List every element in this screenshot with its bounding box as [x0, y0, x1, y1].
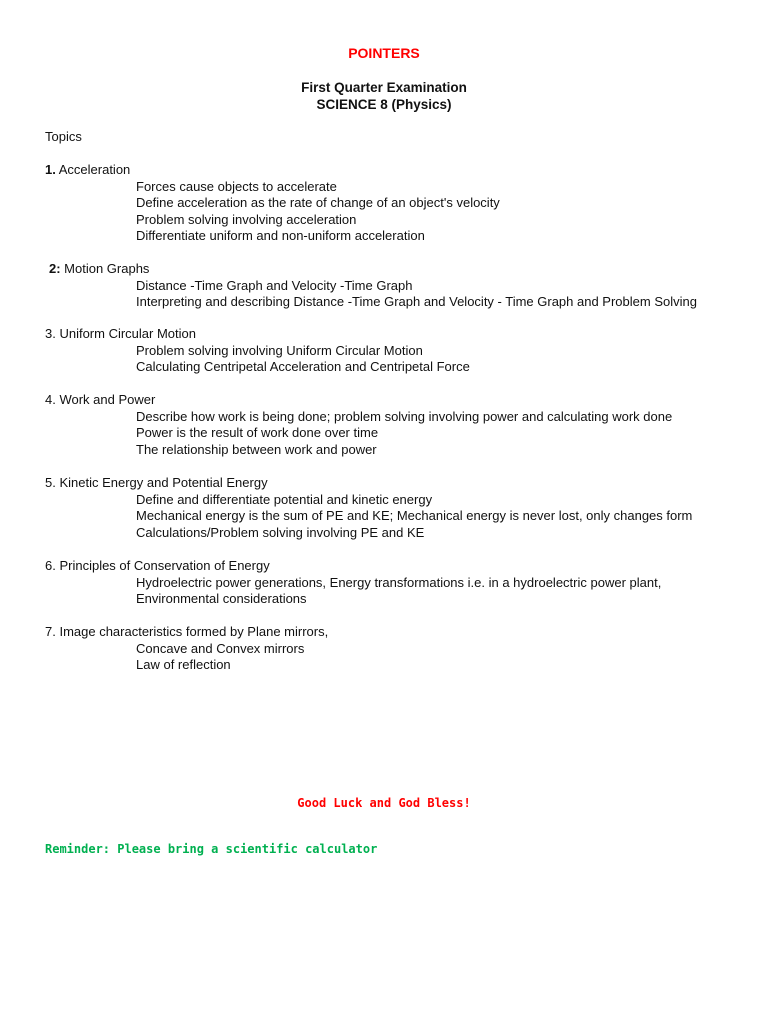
exam-title: First Quarter Examination — [301, 80, 467, 95]
topic-heading — [49, 261, 749, 278]
topic-subitem: Define and differentiate potential and kinetic energy — [136, 491, 433, 507]
topic-subitem: Describe how work is being done; problem solving involving power and calculating work done — [136, 408, 673, 424]
topic-image-characteristics — [45, 624, 745, 674]
topic-title: Acceleration — [55, 162, 131, 177]
topic-heading: 5. Kinetic Energy and Potential Energy — [45, 475, 268, 490]
topic-motion-graphs — [49, 261, 749, 311]
topic-subitem: Define acceleration as the rate of change of an object's velocity — [136, 195, 500, 210]
topic-subitem: Problem solving involving acceleration — [136, 211, 357, 227]
topic-subitem: Calculating Centripetal Acceleration and Centripetal Force — [136, 359, 470, 374]
topic-heading: 4. Work and Power — [45, 392, 156, 407]
reminder-message: Reminder: Please bring a scientific calculator — [45, 842, 378, 856]
topic-subitem: Environmental considerations — [136, 591, 307, 606]
topic-subitem: Forces cause objects to accelerate — [136, 178, 337, 194]
topic-subitem: Mechanical energy is the sum of PE and KE; Mechanical energy is never lost, only changes form — [136, 508, 693, 523]
topic-subitem: Calculations/Problem solving involving PE and KE — [136, 524, 425, 540]
topic-subitem: Concave and Convex mirrors — [136, 640, 305, 656]
subject-title: SCIENCE 8 (Physics) — [316, 97, 452, 112]
topic-number: 2: — [49, 261, 61, 276]
topic-acceleration — [45, 162, 745, 245]
topic-uniform-circular-motion — [45, 326, 745, 376]
topic-subitem: Interpreting and describing Distance -Time Graph and Velocity - Time Graph and Problem Solving — [136, 294, 697, 309]
good-luck-message: Good Luck and God Bless! — [297, 796, 471, 810]
topic-heading: 7. Image characteristics formed by Plane mirrors, — [45, 624, 329, 639]
topic-work-and-power — [45, 392, 745, 458]
topic-number: 1. — [45, 162, 56, 177]
topic-heading: 3. Uniform Circular Motion — [45, 326, 196, 341]
topic-heading: 6. Principles of Conservation of Energy — [45, 558, 270, 573]
topic-subitem: Differentiate uniform and non-uniform acceleration — [136, 228, 425, 243]
topic-heading — [45, 162, 745, 179]
topic-subitem: Hydroelectric power generations, Energy transformations i.e. in a hydroelectric power plant, — [136, 574, 662, 590]
topic-conservation-of-energy — [45, 558, 745, 608]
topic-subitem: The relationship between work and power — [136, 441, 377, 457]
topic-subitem: Distance -Time Graph and Velocity -Time Graph — [136, 277, 413, 293]
topic-subitem: Problem solving involving Uniform Circular Motion — [136, 342, 423, 358]
topic-kinetic-potential-energy — [45, 475, 745, 541]
topics-heading: Topics — [45, 129, 82, 144]
topic-subitem: Law of reflection — [136, 657, 231, 672]
topic-title: Motion Graphs — [60, 261, 150, 276]
page-title: POINTERS — [348, 45, 420, 61]
topic-subitem: Power is the result of work done over time — [136, 425, 379, 440]
